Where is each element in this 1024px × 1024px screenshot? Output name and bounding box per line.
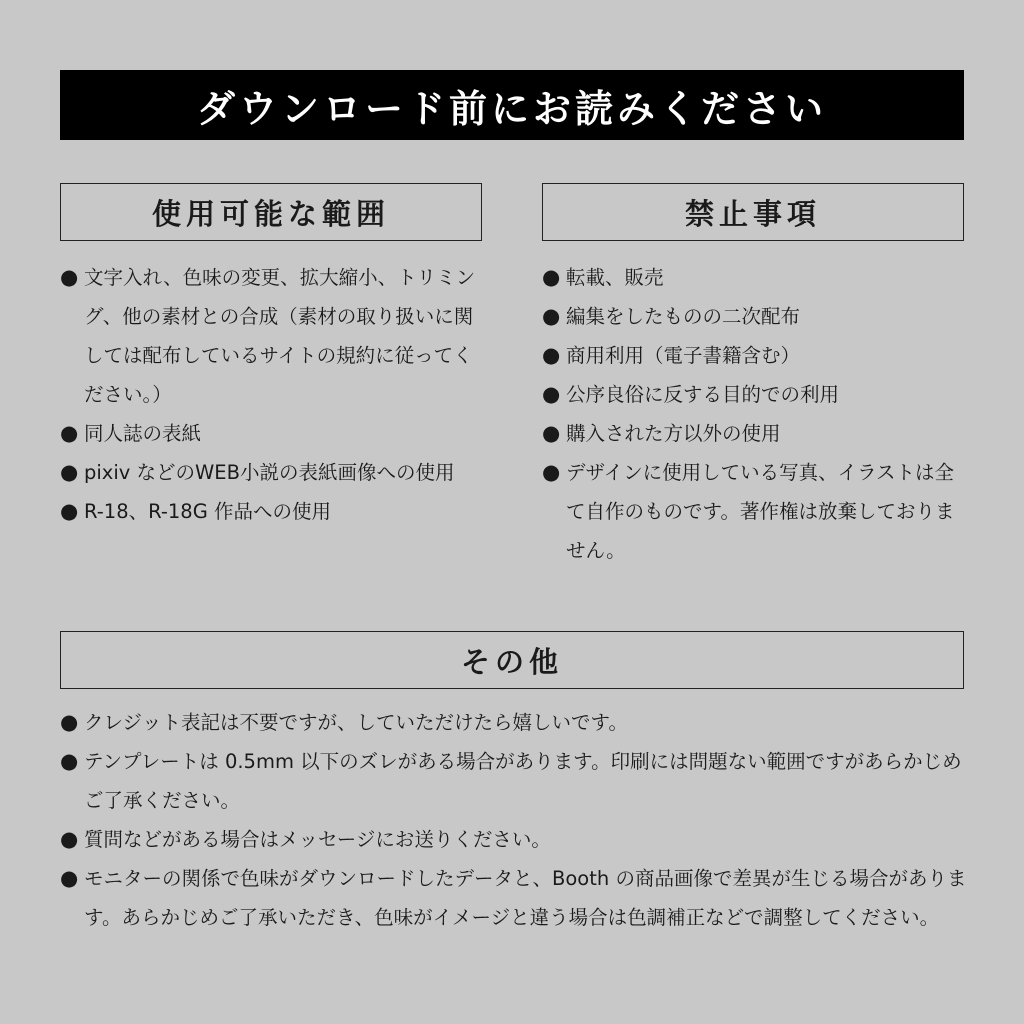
- bullet-icon: ●: [60, 866, 79, 890]
- bullet-icon: ●: [542, 421, 561, 445]
- list-item-text: R-18、R-18G 作品への使用: [84, 500, 332, 523]
- list-item: [542, 258, 972, 297]
- list-item-text: pixiv などのWEB小説の表紙画像への使用: [84, 461, 455, 484]
- page-title: ダウンロード前にお読みください: [60, 70, 964, 140]
- list-item-text: モニターの関係で色味がダウンロードしたデータと、Booth の商品画像で差異が生じる場合があります。あらかじめご了承いただき、色味がイメージと違う場合は色調補正などで調整してください。: [84, 867, 967, 929]
- list-item-text: 購入された方以外の使用: [566, 422, 781, 445]
- list-item-text: 転載、販売: [566, 266, 664, 289]
- list-item-text: クレジット表記は不要ですが、していただけたら嬉しいです。: [84, 711, 628, 734]
- list-item: [60, 820, 972, 859]
- bullet-icon: ●: [542, 382, 561, 406]
- bullet-icon: ●: [60, 499, 79, 523]
- list-item-text: 同人誌の表紙: [84, 422, 202, 445]
- list-item: [542, 453, 972, 570]
- bullet-icon: ●: [542, 343, 561, 367]
- list-item-text: デザインに使用している写真、イラストは全て自作のものです。著作権は放棄しておりません。: [566, 461, 955, 562]
- list-item: [542, 414, 972, 453]
- list-item-text: テンプレートは 0.5mm 以下のズレがある場合があります。印刷には問題ない範囲ですがあらかじめご了承ください。: [84, 750, 962, 812]
- bullet-icon: ●: [60, 749, 79, 773]
- list-item: [60, 742, 972, 820]
- list-item-text: 編集をしたものの二次配布: [566, 305, 801, 328]
- bullet-icon: ●: [60, 710, 79, 734]
- list-item-text: 公序良俗に反する目的での利用: [566, 383, 840, 406]
- bullet-icon: ●: [60, 460, 79, 484]
- bullet-icon: ●: [542, 265, 561, 289]
- allowed-usage-heading: 使用可能な範囲: [60, 183, 482, 241]
- list-item: [542, 375, 972, 414]
- list-item: [542, 297, 972, 336]
- other-list: [60, 703, 972, 937]
- list-item: [60, 859, 972, 937]
- list-item: [60, 703, 972, 742]
- list-item: [542, 336, 972, 375]
- list-item: [60, 258, 486, 414]
- list-item: [60, 453, 486, 492]
- bullet-icon: ●: [60, 827, 79, 851]
- list-item-text: 文字入れ、色味の変更、拡大縮小、トリミング、他の素材との合成（素材の取り扱いに関しては配布しているサイトの規約に従ってください。）: [84, 266, 476, 406]
- bullet-icon: ●: [542, 304, 561, 328]
- list-item: [60, 414, 486, 453]
- other-heading: その他: [60, 631, 964, 689]
- list-item-text: 商用利用（電子書籍含む）: [566, 344, 801, 367]
- bullet-icon: ●: [542, 460, 561, 484]
- bullet-icon: ●: [60, 421, 79, 445]
- list-item-text: 質問などがある場合はメッセージにお送りください。: [84, 828, 551, 851]
- prohibited-list: [542, 258, 972, 570]
- prohibited-heading: 禁止事項: [542, 183, 964, 241]
- bullet-icon: ●: [60, 265, 79, 289]
- list-item: [60, 492, 486, 531]
- allowed-usage-list: [60, 258, 486, 531]
